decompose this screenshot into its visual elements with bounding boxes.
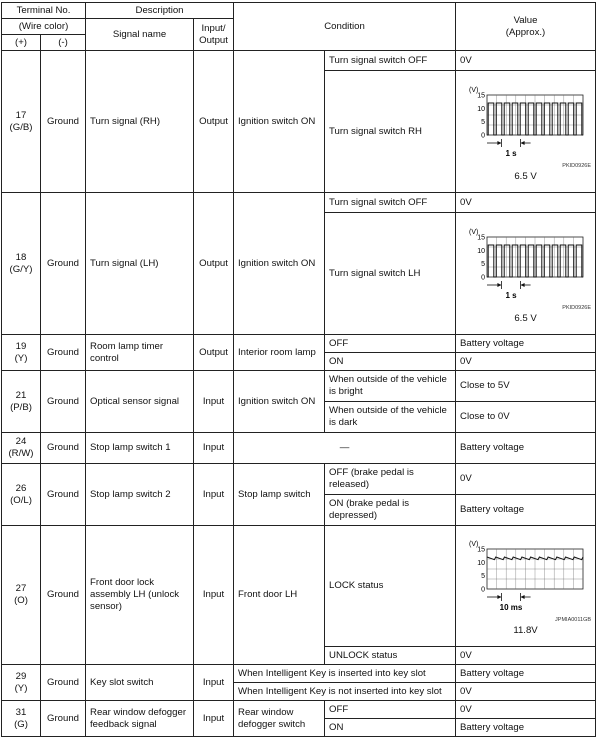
waveform-scale-arrow [520, 283, 524, 287]
waveform-scale-arrow [497, 283, 501, 287]
signal-name: Room lamp timer control [86, 335, 194, 371]
signal-name: Turn signal (RH) [86, 51, 194, 193]
condition-sub: Turn signal switch RH [325, 71, 456, 193]
waveform-unit-label: (V) [468, 541, 478, 548]
condition-sub: ON [325, 353, 456, 371]
value: 0V [456, 353, 596, 371]
header-description: Description [86, 3, 234, 19]
table-row [2, 526, 596, 647]
header-condition: Condition [234, 3, 456, 51]
condition-sub: Turn signal switch OFF [325, 193, 456, 213]
terminal-plus: 17 (G/B) [2, 51, 41, 193]
waveform-y-tick: 10 [476, 247, 485, 255]
value: 0V [456, 464, 596, 495]
condition: When Intelligent Key is inserted into key slot [234, 665, 456, 683]
terminal-plus: 29 (Y) [2, 665, 41, 701]
signal-name: Key slot switch [86, 665, 194, 701]
waveform-scale-arrow [497, 141, 501, 145]
waveform-time-label: 1 s [504, 148, 517, 158]
waveform-code: JPMIA0011GB [555, 617, 592, 623]
terminal-plus: 19 (Y) [2, 335, 41, 371]
value: 0V [456, 51, 596, 71]
input-output: Output [194, 193, 234, 335]
header-terminal-no: Terminal No. [2, 3, 86, 19]
condition-main: Interior room lamp [234, 335, 325, 371]
terminal-plus: 18 (G/Y) [2, 193, 41, 335]
input-output: Input [194, 701, 234, 737]
header-value: Value (Approx.) [456, 3, 596, 51]
input-output: Output [194, 335, 234, 371]
table-row [2, 371, 596, 402]
terminal-minus: Ground [41, 51, 86, 193]
value: 0V [456, 647, 596, 665]
table-row [2, 335, 596, 353]
signal-name: Turn signal (LH) [86, 193, 194, 335]
waveform-y-tick: 15 [476, 234, 485, 241]
waveform-y-tick: 5 [480, 118, 485, 126]
condition-sub: LOCK status [325, 526, 456, 647]
waveform-voltage: 6.5 V [514, 312, 537, 324]
condition-main: Rear window defogger switch [234, 701, 325, 737]
condition-sub: Turn signal switch LH [325, 213, 456, 335]
waveform-voltage: 11.8V [513, 625, 538, 636]
value: Battery voltage [456, 665, 596, 683]
header-minus: (-) [41, 35, 86, 51]
waveform-lock [463, 537, 589, 617]
waveform-code: PKID0926E [562, 162, 592, 169]
signal-name: Optical sensor signal [86, 371, 194, 433]
signal-name: Front door lock assembly LH (unlock sensor) [86, 526, 194, 665]
value: Battery voltage [456, 433, 596, 464]
waveform-y-tick: 5 [480, 573, 485, 581]
condition-sub: When outside of the vehicle is dark [325, 402, 456, 433]
waveform-y-tick: 0 [480, 274, 485, 281]
table-row [2, 193, 596, 213]
waveform-y-tick: 0 [480, 586, 485, 594]
input-output: Input [194, 371, 234, 433]
table-row [2, 433, 596, 464]
waveform-scale-arrow [520, 141, 524, 145]
waveform-voltage: 6.5 V [514, 170, 537, 182]
terminal-plus: 24 (R/W) [2, 433, 41, 464]
table-row [2, 464, 596, 495]
waveform-y-tick: 0 [480, 132, 485, 139]
condition-sub: When outside of the vehicle is bright [325, 371, 456, 402]
waveform-unit-label: (V) [468, 228, 478, 236]
waveform-y-tick: 15 [476, 546, 485, 554]
terminal-minus: Ground [41, 526, 86, 665]
condition-main: Stop lamp switch [234, 464, 325, 526]
input-output: Input [194, 665, 234, 701]
value: Battery voltage [456, 335, 596, 353]
condition-main: Front door LH [234, 526, 325, 665]
condition: — [234, 433, 456, 464]
terminal-minus: Ground [41, 193, 86, 335]
waveform-y-tick: 5 [480, 260, 485, 268]
signal-name: Stop lamp switch 2 [86, 464, 194, 526]
terminal-plus: 27 (O) [2, 526, 41, 665]
condition-sub: UNLOCK status [325, 647, 456, 665]
header-plus: (+) [2, 35, 41, 51]
condition-sub: OFF (brake pedal is released) [325, 464, 456, 495]
input-output: Input [194, 526, 234, 665]
value: Close to 0V [456, 402, 596, 433]
terminal-minus: Ground [41, 335, 86, 371]
waveform-y-tick: 15 [476, 92, 485, 99]
waveform-cell [456, 526, 596, 647]
header-signal-name: Signal name [86, 19, 194, 51]
terminal-plus: 31 (G) [2, 701, 41, 737]
input-output: Input [194, 433, 234, 464]
condition-main: Ignition switch ON [234, 51, 325, 193]
value: 0V [456, 683, 596, 701]
waveform-time-label: 10 ms [499, 603, 522, 612]
terminal-plus: 26 (O/L) [2, 464, 41, 526]
condition: When Intelligent Key is not inserted into key slot [234, 683, 456, 701]
waveform-scale-arrow [520, 595, 524, 599]
table-row [2, 665, 596, 683]
waveform-cell [456, 71, 596, 193]
condition-main: Ignition switch ON [234, 371, 325, 433]
value: Battery voltage [456, 719, 596, 737]
waveform-cell [456, 213, 596, 335]
condition-sub: OFF [325, 335, 456, 353]
terminal-minus: Ground [41, 464, 86, 526]
waveform-y-tick: 10 [476, 559, 485, 567]
condition-main: Ignition switch ON [234, 193, 325, 335]
table-row [2, 51, 596, 71]
condition-sub: Turn signal switch OFF [325, 51, 456, 71]
terminal-minus: Ground [41, 701, 86, 737]
waveform-scale-arrow [497, 595, 501, 599]
header-input-output: Input/ Output [194, 19, 234, 51]
terminal-table [1, 2, 596, 737]
header-wire-color: (Wire color) [2, 19, 86, 35]
condition-sub: ON [325, 719, 456, 737]
terminal-minus: Ground [41, 371, 86, 433]
waveform-y-tick: 10 [476, 105, 485, 113]
value: 0V [456, 701, 596, 719]
waveform-unit-label: (V) [468, 86, 478, 94]
waveform-turn-lh [463, 225, 589, 305]
terminal-minus: Ground [41, 665, 86, 701]
terminal-minus: Ground [41, 433, 86, 464]
waveform-turn-rh [463, 83, 589, 163]
waveform-time-label: 1 s [504, 290, 517, 300]
terminal-plus: 21 (P/B) [2, 371, 41, 433]
input-output: Output [194, 51, 234, 193]
value: 0V [456, 193, 596, 213]
value: Close to 5V [456, 371, 596, 402]
signal-name: Rear window defogger feedback signal [86, 701, 194, 737]
waveform-code: PKID0926E [562, 304, 592, 311]
value: Battery voltage [456, 495, 596, 526]
condition-sub: ON (brake pedal is depressed) [325, 495, 456, 526]
input-output: Input [194, 464, 234, 526]
signal-name: Stop lamp switch 1 [86, 433, 194, 464]
table-row [2, 701, 596, 719]
condition-sub: OFF [325, 701, 456, 719]
